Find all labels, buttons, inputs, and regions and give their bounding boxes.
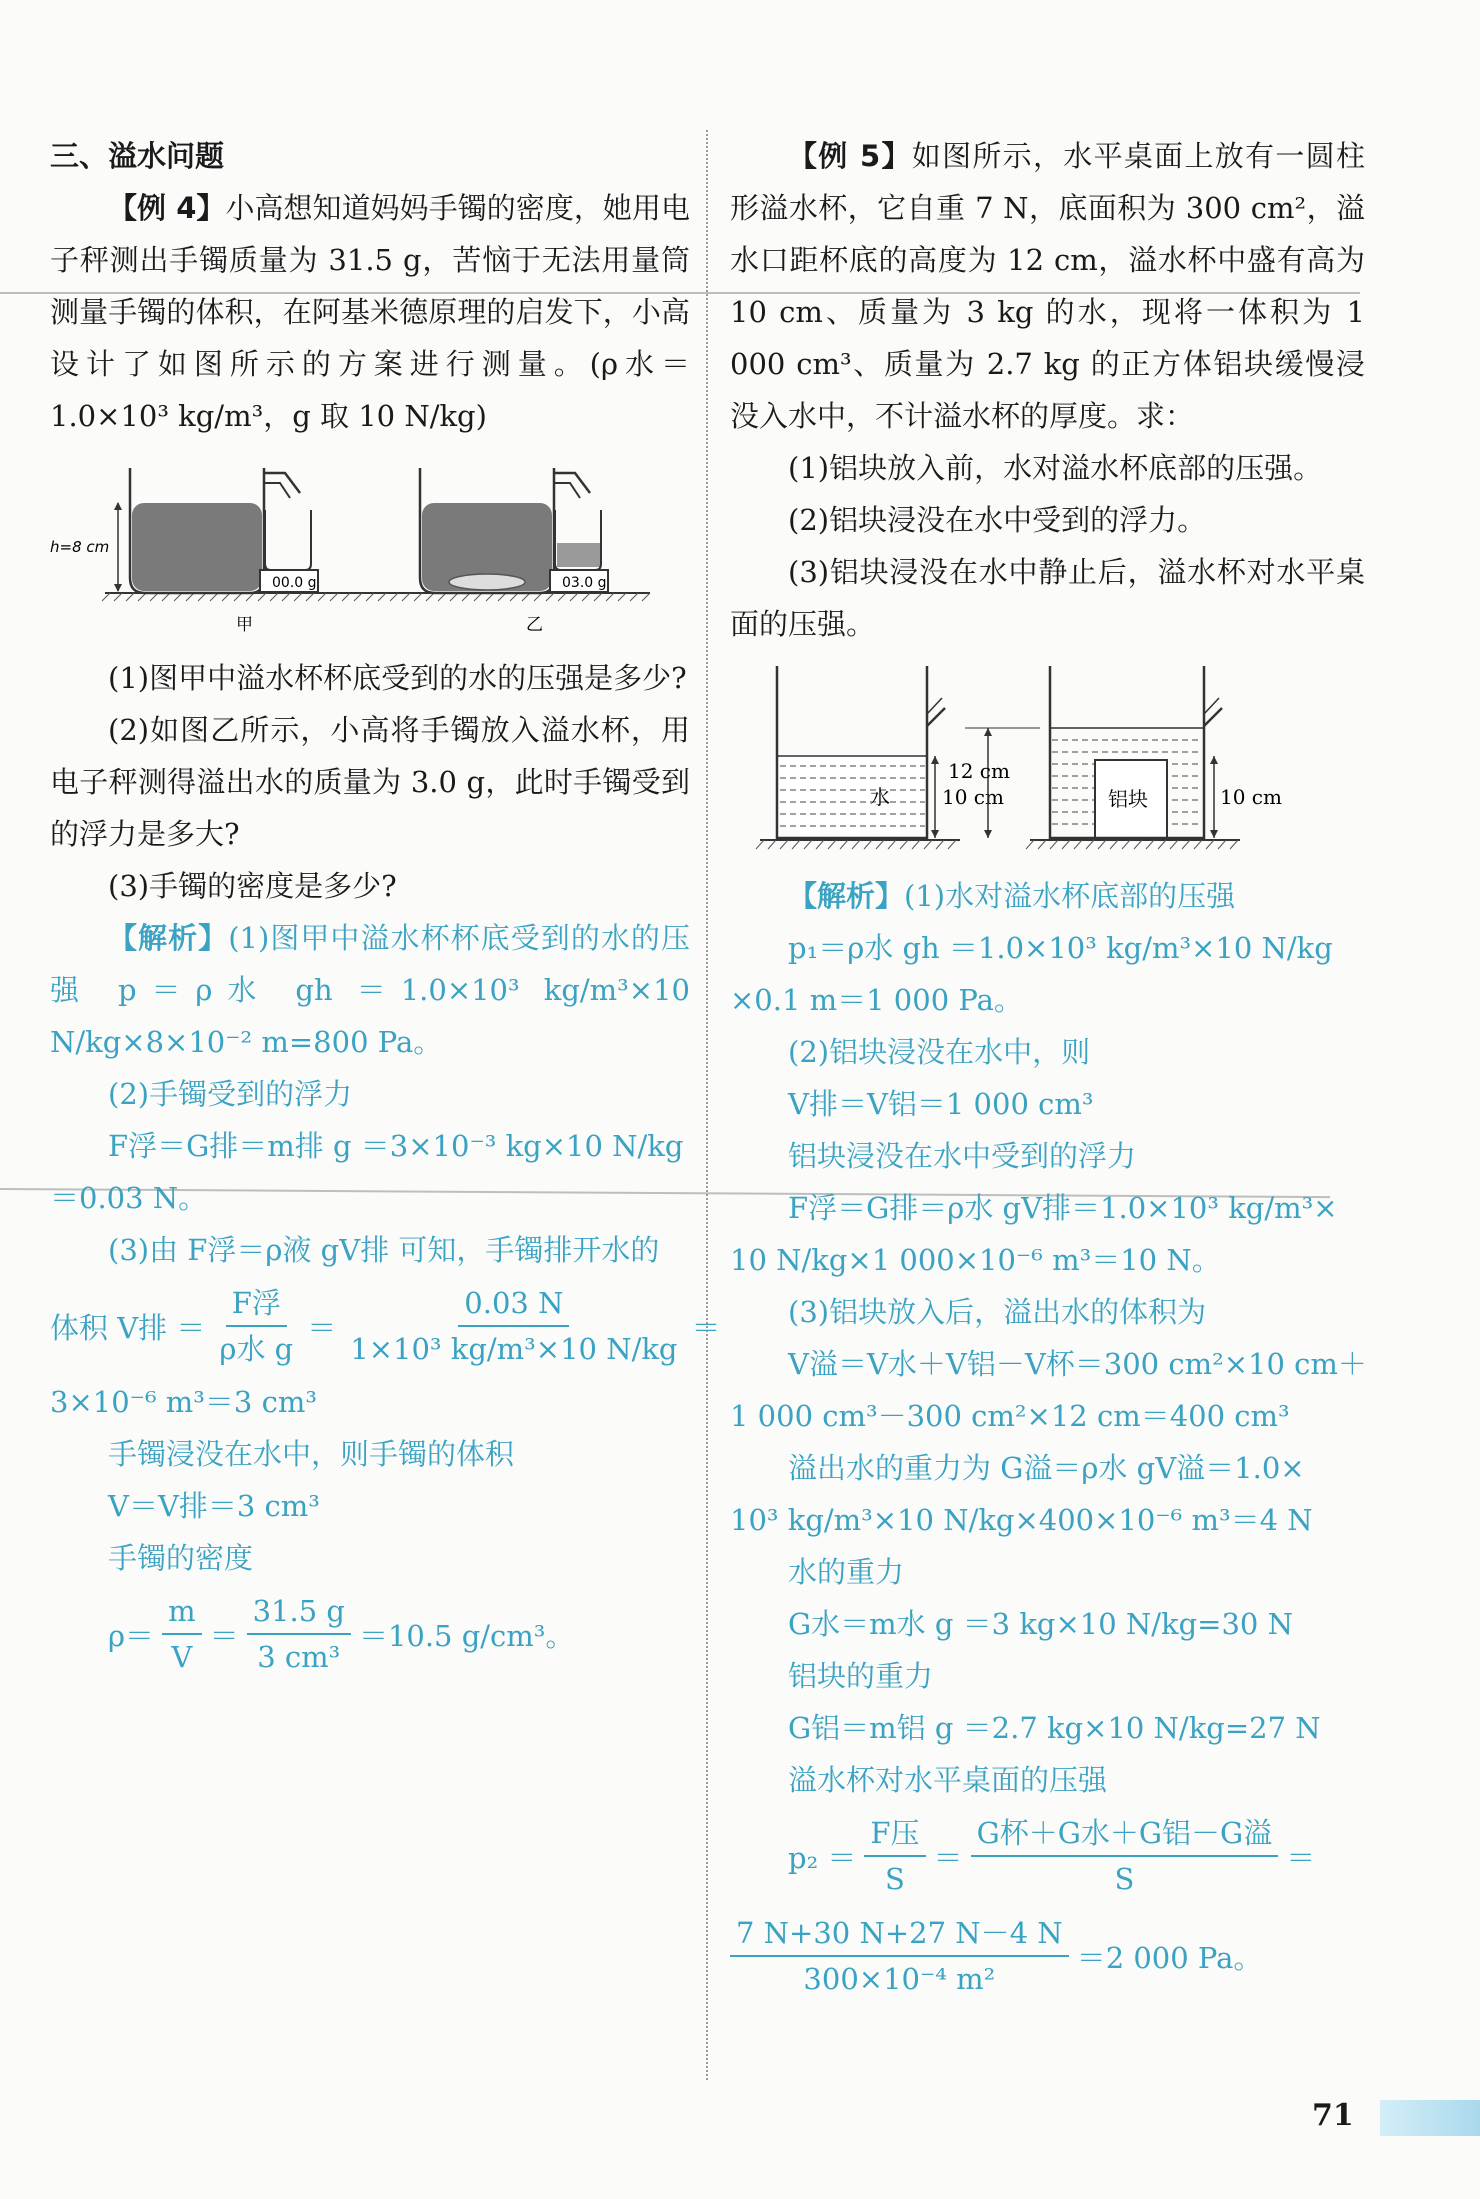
example-5-question-1: (1)铝块放入前，水对溢水杯底部的压强。 (788, 451, 1323, 485)
example-5-volume-equation: V排＝V铝＝1 000 cm³ (788, 1087, 1094, 1121)
example-4-volume-result: 3×10⁻⁶ m³＝3 cm³ (50, 1385, 317, 1419)
left-column (50, 130, 721, 1684)
figure-caption-a: 甲 (236, 615, 253, 635)
overflow-cup-diagram-a-b (50, 448, 690, 638)
example-5-buoyancy-result: 10 N/kg×1 000×10⁻⁶ m³＝10 N。 (730, 1243, 1221, 1277)
example-5-overflow-weight-result: 10³ kg/m³×10 N/kg×400×10⁻⁶ m³＝4 N (730, 1503, 1313, 1537)
right-column (730, 130, 1365, 2006)
example-5-pressure-equation: p₁＝ρ水 gh ＝1.0×10³ kg/m³×10 N/kg (788, 931, 1333, 965)
example-4-buoyancy-result: ＝0.03 N。 (50, 1181, 208, 1215)
example-5-question-3: (3)铝块浸没在水中静止后，溢水杯对水平桌面的压强。 (730, 555, 1365, 641)
example-4-buoyancy-equation: F浮＝G排＝m排 g ＝3×10⁻³ kg×10 N/kg (108, 1129, 684, 1163)
example-5-buoyancy-equation: F浮＝G排＝ρ水 gV排＝1.0×10³ kg/m³× (788, 1191, 1338, 1225)
example-5-final-fraction: $\frac{7 N+30 N+27 N-4 N}{\text{300×10⁻⁴ m²}}$ ＝2 000 Pa。 (730, 1906, 1365, 2006)
page-number: 71 (1312, 2098, 1354, 2133)
example-5-figure (730, 656, 1365, 860)
example-4-question-1: (1)图甲中溢水杯杯底受到的水的压强是多少? (108, 661, 687, 695)
example-5-block-weight-eq: G铝＝m铝 g ＝2.7 kg×10 N/kg=27 N (788, 1711, 1321, 1745)
example-4-figure (50, 448, 690, 642)
aluminum-block-label: 铝块 (1108, 787, 1148, 811)
example-4-density-title: 手镯的密度 (108, 1541, 254, 1575)
example-5-solution-1-title: 【解析】(1)水对溢水杯底部的压强 (788, 879, 1236, 913)
figure-caption-b: 乙 (526, 615, 543, 635)
scale-reading-a: 00.0 g (272, 575, 317, 591)
overflow-height-label: 12 cm (948, 759, 1010, 783)
example-5-overflow-volume-eq: V溢＝V水＋V铝－V杯＝300 cm²×10 cm＋ (788, 1347, 1367, 1381)
example-5-pressure-result: ×0.1 m＝1 000 Pa。 (730, 983, 1023, 1017)
page-corner-tab (1380, 2100, 1480, 2136)
height-label-a: h=8 cm (50, 538, 110, 556)
water-label: 水 (870, 785, 890, 809)
overflow-cup-aluminum-diagram (730, 656, 1365, 856)
example-5-block-weight-title: 铝块的重力 (788, 1659, 934, 1693)
example-4-solution-2-title: (2)手镯受到的浮力 (108, 1077, 353, 1111)
example-5-overflow-volume-result: 1 000 cm³－300 cm²×12 cm＝400 cm³ (730, 1399, 1290, 1433)
section-title: 三、溢水问题 (50, 139, 225, 173)
initial-water-height-label: 10 cm (1220, 785, 1282, 809)
water-height-label: 10 cm (942, 785, 1004, 809)
example-5-overflow-weight-eq: 溢出水的重力为 G溢＝ρ水 gV溢＝1.0× (788, 1451, 1305, 1485)
example-4-solution-3-text: (3)由 F浮＝ρ液 gV排 可知，手镯排开水的 (108, 1233, 660, 1267)
example-4-solution-1: 【解析】(1)图甲中溢水杯杯底受到的水的压强 p＝ρ水 gh ＝1.0×10³ kg/m³×10 N/kg×8×10⁻² m=800 Pa。 (50, 921, 690, 1059)
example-4-volume-text: 手镯浸没在水中，则手镯的体积 (108, 1437, 515, 1471)
column-divider (706, 130, 708, 2080)
example-5-water-weight-title: 水的重力 (788, 1555, 905, 1589)
example-5-solution-3-title: (3)铝块放入后，溢出水的体积为 (788, 1295, 1207, 1329)
example-5-water-weight-eq: G水＝m水 g ＝3 kg×10 N/kg=30 N (788, 1607, 1293, 1641)
example-4-question-2: (2)如图乙所示，小高将手镯放入溢水杯，用电子秤测得溢出水的质量为 3.0 g，此时手镯受到的浮力是多大? (50, 713, 690, 851)
example-5-buoyancy-text: 铝块浸没在水中受到的浮力 (788, 1139, 1137, 1173)
example-4-volume-fraction: 体积 V排 ＝ $\frac{\text{F浮}}{\text{ρ水 g}}$ ＝ $\frac{0.03 N}{\text{1×10³ kg/m³×10 N/kg}}$ ＝ (50, 1276, 690, 1376)
example-5-question-2: (2)铝块浸没在水中受到的浮力。 (788, 503, 1207, 537)
scale-reading-b: 03.0 g (562, 575, 607, 591)
example-4-question-3: (3)手镯的密度是多少? (108, 869, 397, 903)
example-4-volume-equation: V＝V排＝3 cm³ (108, 1489, 320, 1523)
example-5-solution-2-title: (2)铝块浸没在水中，则 (788, 1035, 1091, 1069)
example-5-table-pressure-fraction: p₂ ＝ $\frac{\text{F压}}{S}$ ＝ $\frac{\text{G杯＋G水＋G铝－G溢}}{S}$ ＝ (730, 1806, 1365, 1906)
example-4-text: 【例 4】小高想知道妈妈手镯的密度，她用电子秤测出手镯质量为 31.5 g，苦恼于无法用量筒测量手镯的体积，在阿基米德原理的启发下，小高设计了如图所示的方案进行测量。(ρ水＝1.0×10³ kg/m³，g 取 10 N/kg) (50, 191, 690, 433)
example-5-table-pressure-title: 溢水杯对水平桌面的压强 (788, 1763, 1108, 1797)
example-5-text: 【例 5】如图所示，水平桌面上放有一圆柱形溢水杯，它自重 7 N，底面积为 300 cm²，溢水口距杯底的高度为 12 cm，溢水杯中盛有高为 10 cm、质量为 3 kg 的水，现将一体积为 1 000 cm³、质量为 2.7 kg 的正方体铝块缓慢浸没入水中，不计溢水杯的厚度。求： (730, 139, 1365, 433)
example-4-density-fraction: ρ＝ $\frac{m}{V}$ ＝ $\frac{31.5 g}{\text{3 cm³}}$ ＝10.5 g/cm³。 (50, 1584, 690, 1684)
